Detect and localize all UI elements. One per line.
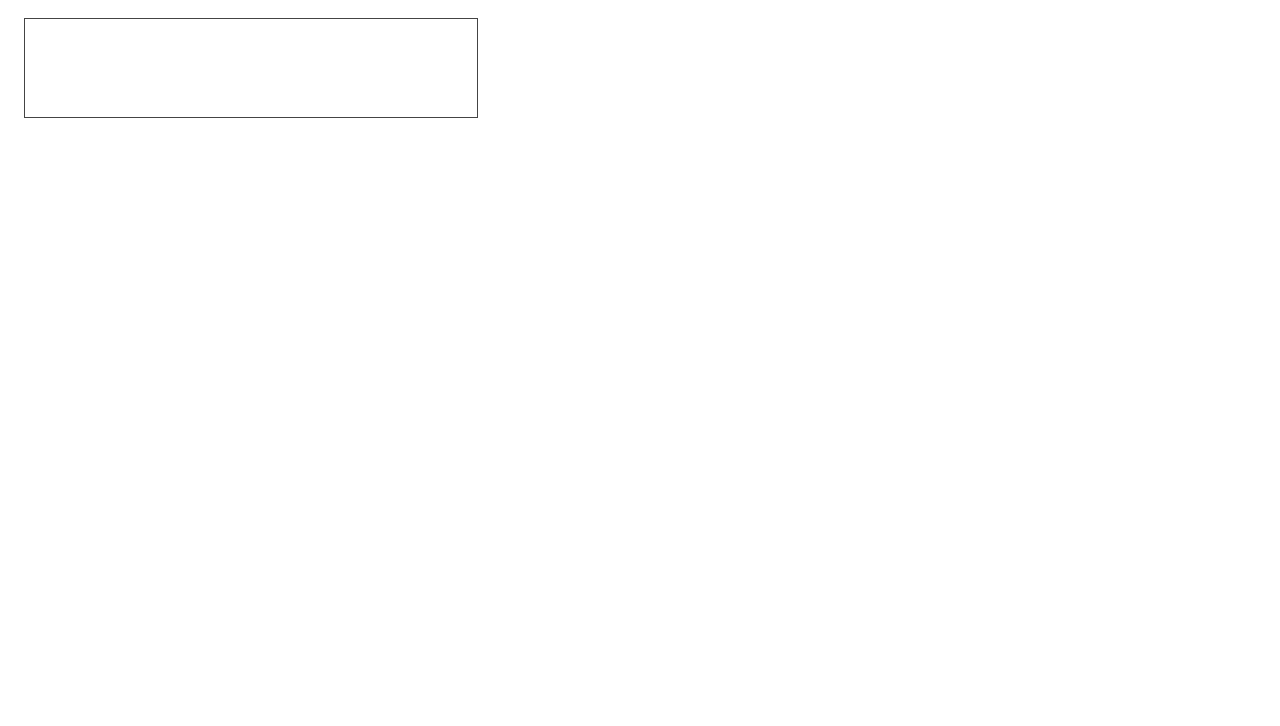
game-info-box (24, 18, 478, 118)
